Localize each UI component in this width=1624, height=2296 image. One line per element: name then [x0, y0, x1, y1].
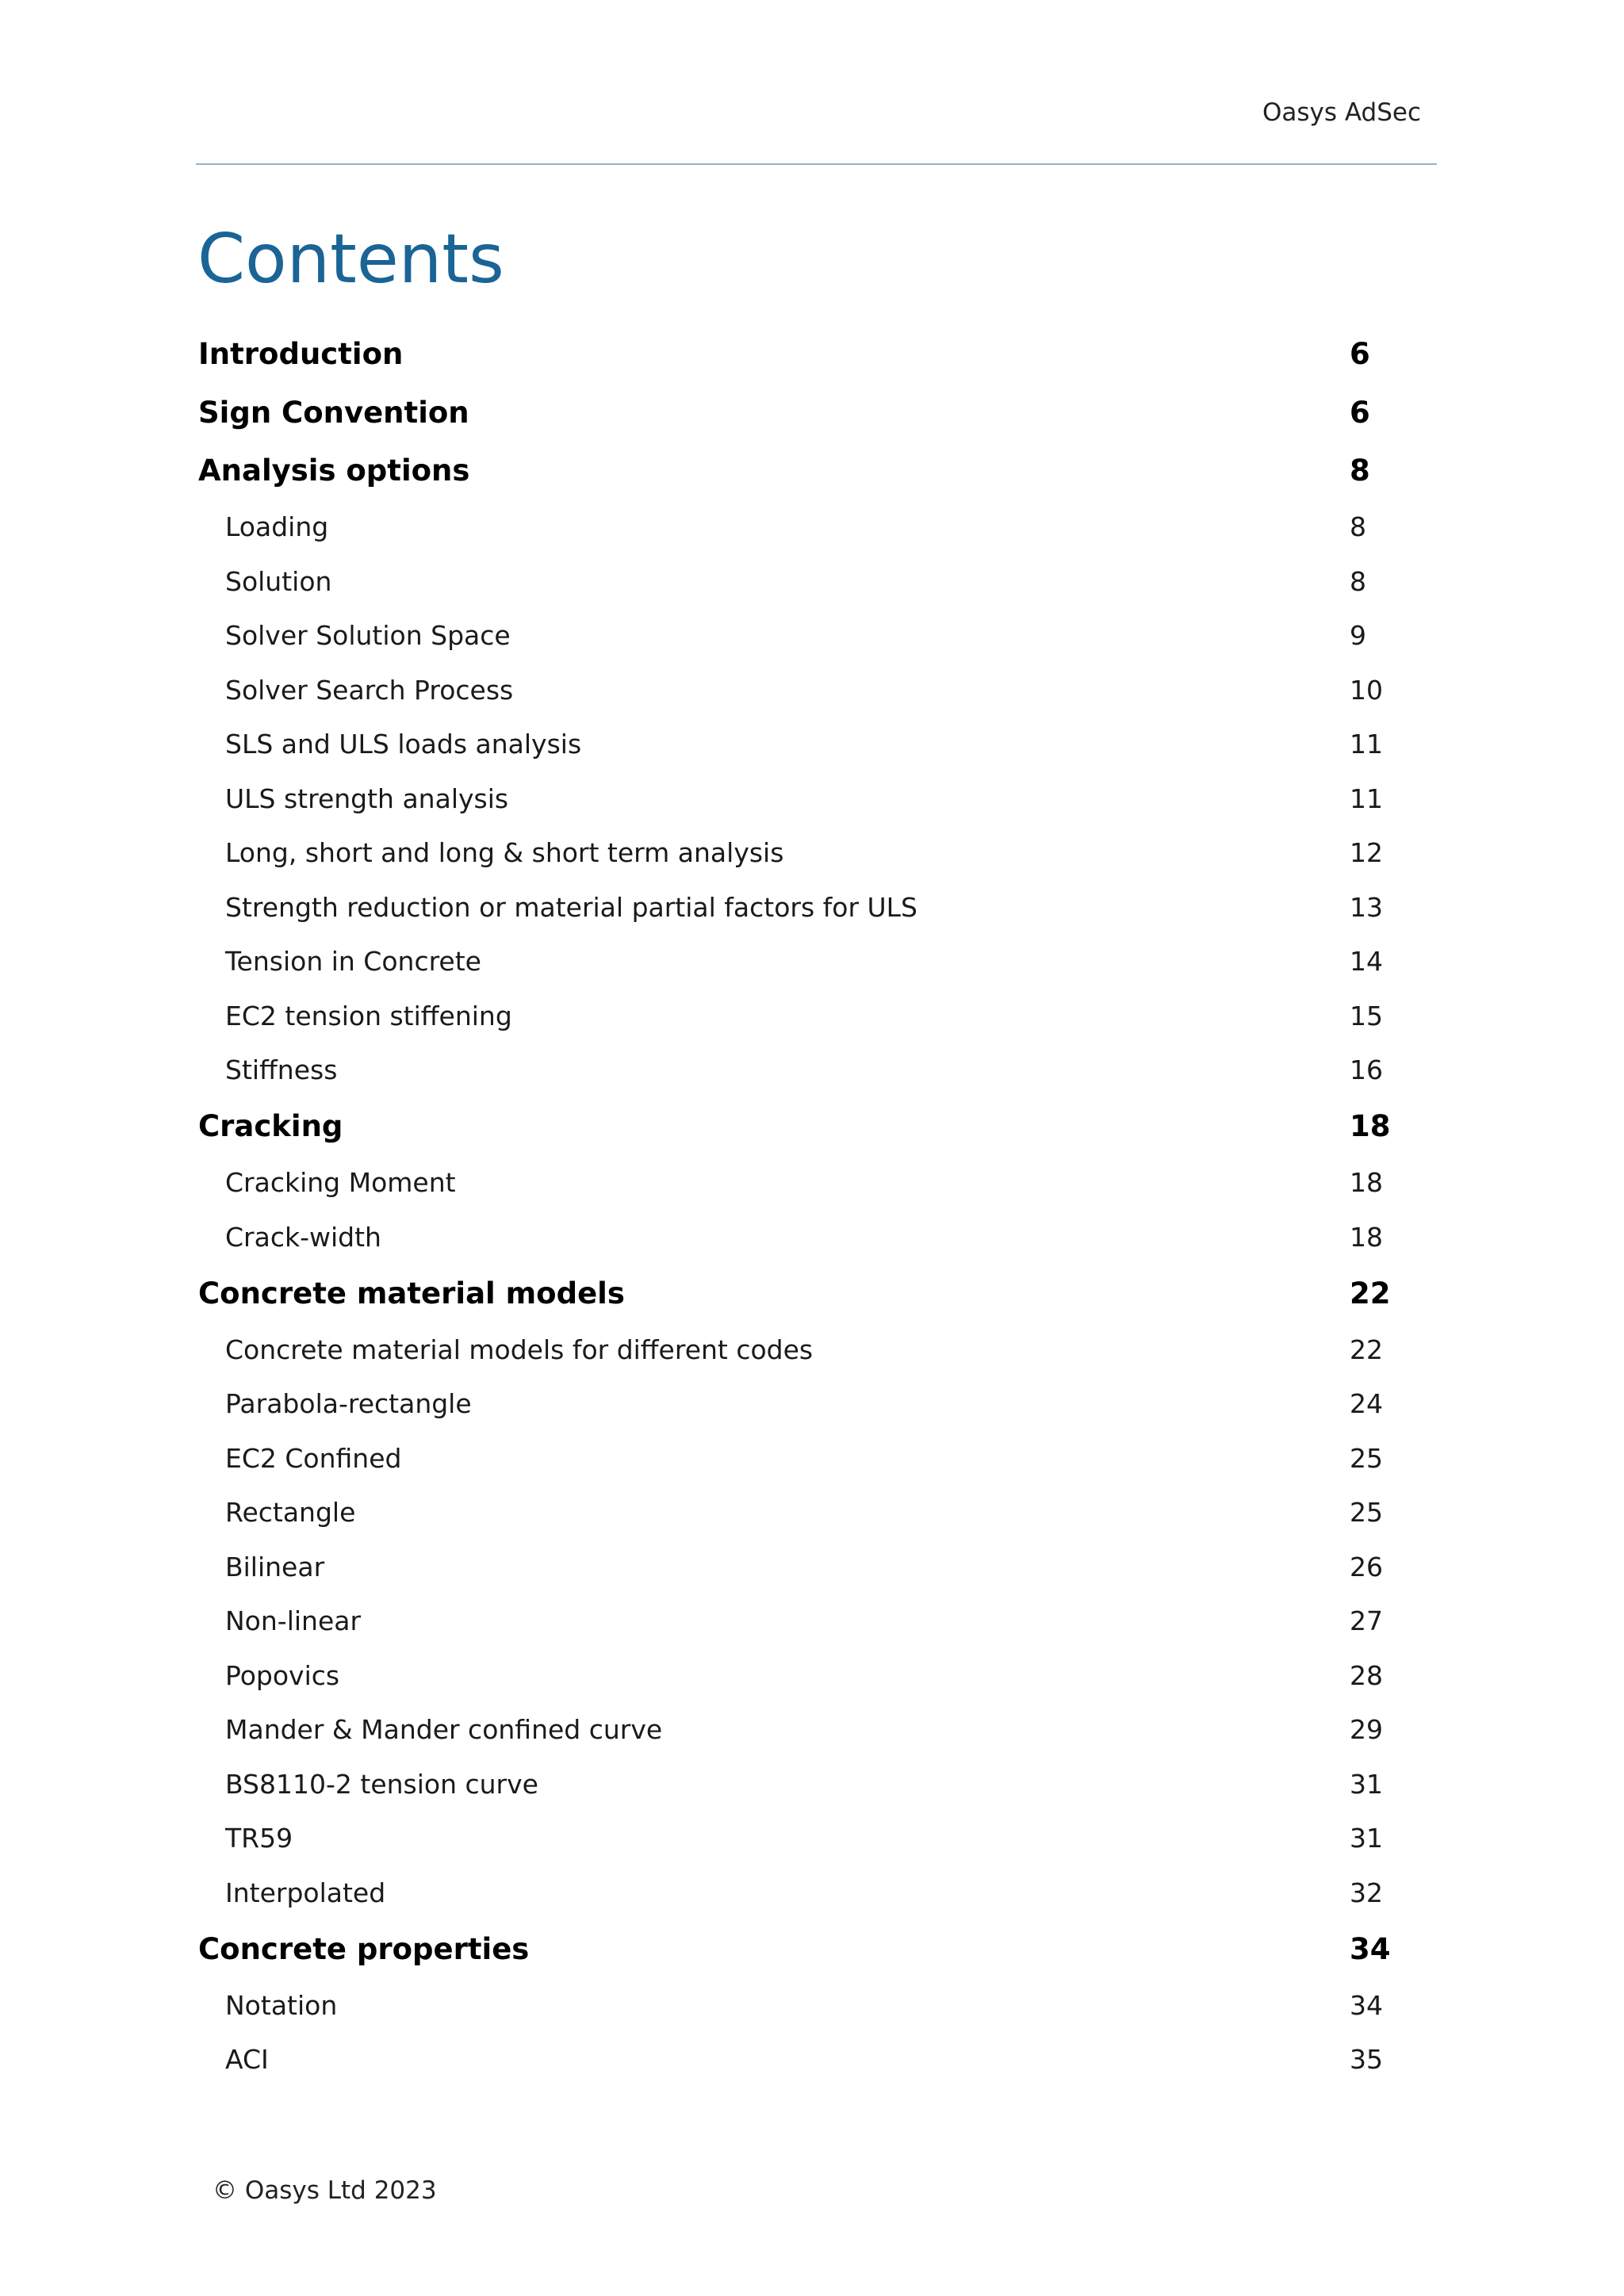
toc-entry-page-number[interactable]: 13	[1350, 891, 1383, 923]
toc-entry-page-number[interactable]: 31	[1350, 1768, 1383, 1800]
toc-entry-page-number[interactable]: 18	[1350, 1109, 1391, 1144]
toc-subsection-entry[interactable]	[198, 1703, 1388, 1758]
toc-section-entry[interactable]	[198, 384, 1388, 442]
toc-entry-label[interactable]: Cracking Moment	[225, 1167, 456, 1199]
toc-section-entry[interactable]	[198, 1265, 1391, 1323]
toc-entry-label[interactable]: Concrete properties	[198, 1931, 530, 1966]
toc-entry-page-number[interactable]: 12	[1350, 837, 1383, 869]
toc-entry-label[interactable]: Long, short and long & short term analysis	[225, 837, 784, 869]
toc-entry-label[interactable]: Parabola-rectangle	[225, 1388, 472, 1420]
toc-subsection-entry[interactable]	[198, 1866, 1388, 1920]
toc-entry-label[interactable]: SLS and ULS loads analysis	[225, 729, 582, 760]
toc-subsection-entry[interactable]	[198, 1431, 1388, 1486]
document-header: Oasys AdSec	[1262, 98, 1421, 127]
toc-subsection-entry[interactable]	[198, 1757, 1388, 1812]
toc-entry-page-number[interactable]: 34	[1350, 1989, 1383, 2021]
toc-entry-label[interactable]: EC2 tension stiffening	[225, 1000, 512, 1031]
toc-section-entry[interactable]	[198, 442, 1388, 500]
toc-entry-page-number[interactable]: 27	[1350, 1605, 1383, 1637]
toc-subsection-entry[interactable]	[198, 1043, 1388, 1098]
toc-entry-label[interactable]: ACI	[225, 2044, 269, 2076]
toc-entry-label[interactable]: Solver Search Process	[225, 674, 514, 706]
toc-subsection-entry[interactable]	[198, 1978, 1388, 2033]
toc-entry-page-number[interactable]: 8	[1350, 511, 1366, 543]
toc-entry-page-number[interactable]: 34	[1350, 1931, 1391, 1966]
header-divider	[196, 163, 1437, 165]
toc-entry-label[interactable]: ULS strength analysis	[225, 783, 509, 814]
toc-subsection-entry[interactable]	[198, 1156, 1388, 1211]
toc-entry-label[interactable]: Bilinear	[225, 1551, 325, 1582]
toc-entry-label[interactable]: Mander & Mander confined curve	[225, 1714, 663, 1746]
toc-subsection-entry[interactable]	[198, 1648, 1388, 1703]
toc-subsection-entry[interactable]	[198, 771, 1388, 826]
toc-section-entry[interactable]	[198, 325, 1388, 384]
toc-entry-label[interactable]: Analysis options	[198, 453, 470, 488]
toc-entry-label[interactable]: Stiffness	[225, 1054, 338, 1086]
toc-entry-label[interactable]: Notation	[225, 1989, 338, 2021]
toc-entry-page-number[interactable]: 18	[1350, 1167, 1383, 1199]
page-title: Contents	[197, 220, 504, 299]
toc-entry-page-number[interactable]: 14	[1350, 946, 1383, 978]
toc-subsection-entry[interactable]	[198, 663, 1388, 718]
toc-subsection-entry[interactable]	[198, 1594, 1388, 1649]
toc-entry-page-number[interactable]: 18	[1350, 1221, 1383, 1253]
toc-entry-label[interactable]: Solver Solution Space	[225, 620, 511, 652]
toc-entry-label[interactable]: Non-linear	[225, 1605, 362, 1637]
table-of-contents	[198, 325, 1391, 2087]
toc-entry-page-number[interactable]: 16	[1350, 1054, 1383, 1086]
toc-entry-page-number[interactable]: 26	[1350, 1551, 1383, 1582]
toc-entry-label[interactable]: Solution	[225, 565, 332, 597]
toc-subsection-entry[interactable]	[198, 935, 1388, 989]
toc-entry-page-number[interactable]: 25	[1350, 1497, 1383, 1529]
toc-entry-page-number[interactable]: 15	[1350, 1000, 1383, 1031]
toc-subsection-entry[interactable]	[198, 554, 1388, 609]
toc-subsection-entry[interactable]	[198, 718, 1388, 772]
toc-entry-page-number[interactable]: 31	[1350, 1823, 1383, 1854]
toc-subsection-entry[interactable]	[198, 880, 1388, 935]
toc-section-entry[interactable]	[198, 1920, 1391, 1979]
toc-entry-page-number[interactable]: 35	[1350, 2044, 1383, 2076]
toc-entry-label[interactable]: BS8110-2 tension curve	[225, 1768, 538, 1800]
toc-subsection-entry[interactable]	[198, 1540, 1388, 1594]
toc-entry-page-number[interactable]: 11	[1350, 783, 1383, 814]
toc-entry-label[interactable]: Loading	[225, 511, 329, 543]
toc-subsection-entry[interactable]	[198, 826, 1388, 881]
toc-entry-label[interactable]: Concrete material models	[198, 1276, 625, 1311]
toc-entry-label[interactable]: Cracking	[198, 1109, 343, 1144]
toc-entry-label[interactable]: Sign Convention	[198, 395, 469, 430]
toc-entry-label[interactable]: Popovics	[225, 1659, 340, 1691]
toc-entry-page-number[interactable]: 10	[1350, 674, 1383, 706]
toc-entry-page-number[interactable]: 24	[1350, 1388, 1383, 1420]
toc-entry-label[interactable]: Concrete material models for different codes	[225, 1334, 814, 1365]
toc-entry-page-number[interactable]: 29	[1350, 1714, 1383, 1746]
toc-entry-page-number[interactable]: 8	[1350, 565, 1366, 597]
toc-entry-label[interactable]: TR59	[225, 1823, 293, 1854]
toc-section-entry[interactable]	[198, 1097, 1391, 1156]
toc-subsection-entry[interactable]	[198, 500, 1388, 555]
toc-subsection-entry[interactable]	[198, 1210, 1388, 1265]
toc-entry-label[interactable]: Introduction	[198, 337, 404, 372]
toc-subsection-entry[interactable]	[198, 2033, 1388, 2087]
toc-entry-label[interactable]: Crack-width	[225, 1221, 381, 1253]
toc-entry-page-number[interactable]: 6	[1350, 395, 1370, 430]
toc-subsection-entry[interactable]	[198, 1486, 1388, 1540]
toc-entry-label[interactable]: Rectangle	[225, 1497, 356, 1529]
toc-entry-page-number[interactable]: 22	[1350, 1334, 1383, 1365]
toc-subsection-entry[interactable]	[198, 1322, 1388, 1377]
toc-entry-page-number[interactable]: 6	[1350, 337, 1370, 372]
toc-entry-label[interactable]: Tension in Concrete	[225, 946, 481, 978]
toc-entry-label[interactable]: Interpolated	[225, 1877, 386, 1908]
toc-entry-page-number[interactable]: 8	[1350, 453, 1370, 488]
toc-entry-label[interactable]: EC2 Confined	[225, 1442, 402, 1474]
toc-entry-label[interactable]: Strength reduction or material partial factors for ULS	[225, 891, 918, 923]
toc-entry-page-number[interactable]: 25	[1350, 1442, 1383, 1474]
toc-entry-page-number[interactable]: 32	[1350, 1877, 1383, 1908]
toc-entry-page-number[interactable]: 22	[1350, 1276, 1391, 1311]
toc-entry-page-number[interactable]: 11	[1350, 729, 1383, 760]
toc-subsection-entry[interactable]	[198, 1812, 1388, 1866]
toc-subsection-entry[interactable]	[198, 1377, 1388, 1432]
toc-subsection-entry[interactable]	[198, 609, 1388, 664]
toc-entry-page-number[interactable]: 9	[1350, 620, 1366, 652]
footer-copyright: © Oasys Ltd 2023	[213, 2176, 437, 2205]
toc-entry-page-number[interactable]: 28	[1350, 1659, 1383, 1691]
toc-subsection-entry[interactable]	[198, 989, 1388, 1043]
